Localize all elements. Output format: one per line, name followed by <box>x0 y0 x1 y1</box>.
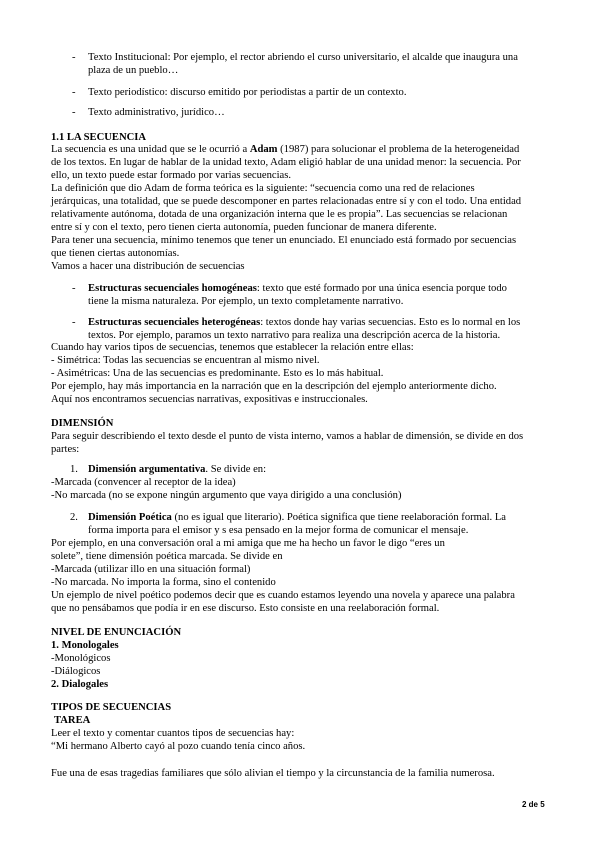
paragraph-line: partes: <box>51 444 80 455</box>
paragraph-line: - Simétrica: Todas las secuencias se encuentran al mismo nivel. <box>51 355 320 366</box>
paragraph-line: solete”, tiene dimensión poética marcada. Se divide en <box>51 551 283 562</box>
paragraph-line: -Marcada (utilizar illo en una situación formal) <box>51 564 251 575</box>
paragraph-line: -No marcada (no se expone ningún argumento que vaya dirigido a una conclusión) <box>51 490 402 501</box>
paragraph-line: relativamente autónoma, dotada de una organización interna que le es propia”. Las secuencias se relacionan <box>51 209 508 220</box>
paragraph-line: jerárquicas, una totalidad, que se puede descomponer en partes relacionadas entre sí y con el todo. Una entidad <box>51 196 522 207</box>
list-item-text <box>88 316 520 329</box>
section-heading: 1.1 LA SECUENCIA <box>51 132 147 143</box>
list-item-text: Texto Institucional: Por ejemplo, el rector abriendo el curso universitario, el alcalde que inaugura una <box>88 52 518 63</box>
list-item-text <box>88 463 266 476</box>
paragraph-line: Fue una de esas tragedias familiares que sólo alivian el tiempo y la circunstancia de la familia numerosa. <box>51 768 495 779</box>
text-run: (no es igual que literario). Poética significa que tiene reelaboración formal. La <box>171 512 507 523</box>
list-item-text: forma importa para el emisor y s esa pensado en la mejor forma de comunicar el mensaje. <box>88 525 469 536</box>
text-run: . Se divide en: <box>205 464 267 475</box>
list-marker: - <box>72 52 76 63</box>
section-heading: TIPOS DE SECUENCIAS <box>51 702 172 713</box>
paragraph-line: Vamos a hacer una distribución de secuencias <box>51 261 245 272</box>
list-item-text: tiene la misma naturaleza. Por ejemplo, un texto completamente narrativo. <box>88 296 404 307</box>
list-item-text: textos. Por ejemplo, paramos un texto narrativo para realiza una descripción acerca de la historia. <box>88 330 501 341</box>
paragraph-line: Para tener una secuencia, mínimo tenemos que tener un enunciado. El enunciado está formado por secuencias <box>51 235 517 246</box>
term: Estructuras secuenciales homogéneas <box>88 283 257 294</box>
list-item-text <box>88 282 507 295</box>
paragraph-line: Leer el texto y comentar cuantos tipos de secuencias hay: <box>51 728 295 739</box>
subheading: 1. Monologales <box>51 640 119 651</box>
paragraph-line: -No marcada. No importa la forma, sino el contenido <box>51 577 276 588</box>
paragraph-line: que tienen ciertas autonomías. <box>51 248 180 259</box>
term: Dimensión Poética <box>88 512 172 523</box>
subheading: 2. Dialogales <box>51 679 109 690</box>
paragraph-line: - Asimétricas: Una de las secuencias es predominante. Esto es lo más habitual. <box>51 368 384 379</box>
page-number: 2 de 5 <box>522 800 545 809</box>
list-number: 1. <box>70 464 78 475</box>
list-item-text <box>88 511 506 524</box>
paragraph-line: que no pensábamos que podía ir en ese discurso. Esto consiste en una reelaboración formal. <box>51 603 440 614</box>
term: Estructuras secuenciales heterogéneas <box>88 317 261 328</box>
paragraph-line: Por ejemplo, en una conversación oral a mi amiga que me ha hecho un favor le digo “eres un <box>51 538 445 549</box>
list-marker: - <box>72 283 76 294</box>
paragraph-line: entre sí y con el texto, pero tienen cierta autonomía, pueden funcionar de manera diferente. <box>51 222 437 233</box>
paragraph-line: Aquí nos encontramos secuencias narrativas, expositivas e instruccionales. <box>51 394 368 405</box>
paragraph-line: Cuando hay varios tipos de secuencias, tenemos que establecer la relación entre ellas: <box>51 342 414 353</box>
paragraph-line: -Marcada (convencer al receptor de la idea) <box>51 477 236 488</box>
paragraph-line: -Monológicos <box>51 653 111 664</box>
list-item-text: Texto periodístico: discurso emitido por periodistas a partir de un contexto. <box>88 87 407 98</box>
list-marker: - <box>72 107 76 118</box>
paragraph-line: Un ejemplo de nivel poético podemos decir que es cuando estamos leyendo una novela y aparece una palabra <box>51 590 515 601</box>
paragraph-line: de los textos. En lugar de hablar de la unidad texto, Adam eligió hablar de una unidad menor: la secuencia. Por <box>51 157 521 168</box>
paragraph-line: -Diálogicos <box>51 666 101 677</box>
term: Dimensión argumentativa <box>88 464 206 475</box>
text-run: : textos donde hay varias secuencias. Esto es lo normal en los <box>260 317 521 328</box>
list-marker: - <box>72 317 76 328</box>
paragraph-line <box>51 143 519 156</box>
section-heading: DIMENSIÓN <box>51 418 114 429</box>
text-run: La secuencia es una unidad que se le ocurrió a <box>51 144 250 155</box>
section-heading: NIVEL DE ENUNCIACIÓN <box>51 627 182 638</box>
paragraph-line: ello, un texto puede estar formado por varias secuencias. <box>51 170 292 181</box>
subheading: TAREA <box>54 715 91 726</box>
author-name: Adam <box>249 144 278 155</box>
paragraph-line: Por ejemplo, hay más importancia en la narración que en la descripción del ejemplo anteriormente dicho. <box>51 381 497 392</box>
quote-line: “Mi hermano Alberto cayó al pozo cuando tenía cinco años. <box>51 741 306 752</box>
list-item-text: Texto administrativo, jurídico… <box>88 107 225 118</box>
paragraph-line: Para seguir describiendo el texto desde el punto de vista interno, vamos a hablar de dimensión, se divide en dos <box>51 431 524 442</box>
paragraph-line: La definición que dio Adam de forma teórica es la siguiente: “secuencia como una red de relaciones <box>51 183 475 194</box>
list-marker: - <box>72 87 76 98</box>
list-number: 2. <box>70 512 78 523</box>
list-item-text: plaza de un pueblo… <box>88 65 179 76</box>
text-run: : texto que esté formado por una única esencia porque todo <box>256 283 507 294</box>
text-run: (1987) para solucionar el problema de la heterogeneidad <box>277 144 520 155</box>
